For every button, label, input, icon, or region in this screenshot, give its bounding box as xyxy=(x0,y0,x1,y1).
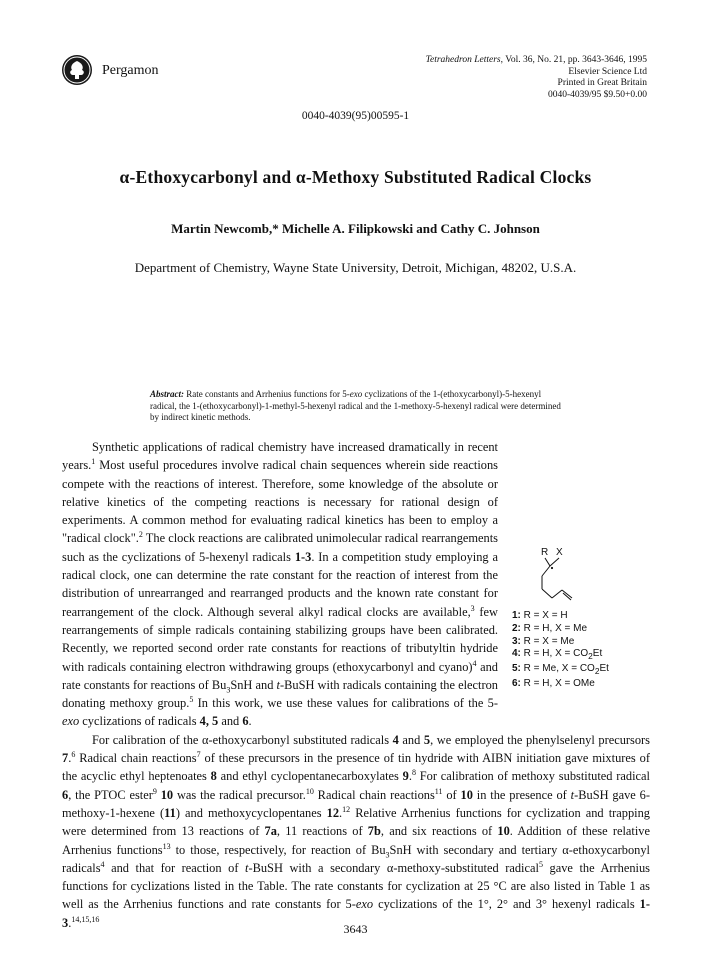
legend-item: 5: R = Me, $X = CO_2Et$ xyxy=(512,663,609,677)
journal-citation xyxy=(426,55,647,67)
pergamon-logo-icon xyxy=(62,55,92,85)
paragraph-2: For calibration of the α-ethoxycarbonyl substituted radicals 4 and 5, we employed the phenylselenyl precursors 7.$^6$ Radical chain reactions$^7$ of these precursors in the presence of tin hydride with AIBN initiation gave mixtures of the acyclic ethyl heptenoates 8 and ethyl cyclopentanecarboxylates 9.$^8$ For calibration of methoxy substituted radical 6, the PTOC ester$^9$ 10 was the radical precursor.$^{10}$ Radical chain reactions$^{11}$ of 10 in the presence of t-BuSH gave 6-methoxy-1-hexene (11) and methoxycyclopentanes 12.12 Relative Arrhenius functions for cyclization and trapping were determined from 13 reactions of 7a, 11 reactions of 7b, and six reactions of 10. Addition of these relative Arrhenius functions$^{13}$ to those, respectively, for reaction of $Bu_3SnH$ with secondary and tertiary α-ethoxycarbonyl radicals$^4$ and that for reaction of t-BuSH with a secondary α-methoxy-substituted radical$^5$ gave the Arrhenius functions for cyclizations listed in the Table. The rate constants for cyclization at 25 °C are also listed in Table 1 as well as the Arrhenius functions and rate constants for 5-exo cyclizations of the 1°, 2° and 3° hexenyl radicals 1-3.$^{14,15,16}$ xyxy=(62,732,651,930)
legend-item: 6: R = H, X = OMe xyxy=(512,677,595,689)
publisher-line: Elsevier Science Ltd xyxy=(568,66,647,77)
tree-emblem-icon xyxy=(62,55,92,85)
affiliation: Department of Chemistry, Wayne State University, Detroit, Michigan, 48202, U.S.A. xyxy=(134,260,577,275)
printed-line: Printed in Great Britain xyxy=(557,78,647,89)
body-text xyxy=(62,438,650,932)
page-number: 3643 xyxy=(343,922,368,936)
author-list: Martin Newcomb,* Michelle A. Filipkowski and Cathy C. Johnson xyxy=(171,221,540,236)
legend-item: 3: R = X = Me xyxy=(512,635,575,647)
issn-price: 0040-4039/95 $9.50+0.00 xyxy=(547,89,647,100)
document-id: 0040-4039(95)00595-1 xyxy=(301,110,410,122)
abstract: Abstract: Rate constants and Arrhenius functions for 5-exo cyclizations of the 1-(ethoxycarbonyl)-5-hexenyl radical, the 1-(ethoxycarbonyl)-1-methyl-5-hexenyl radical and the 1-methoxy-5-hexenyl radical were determined by indirect kinetic methods. xyxy=(150,389,561,423)
journal-citation-block xyxy=(426,55,647,101)
paper-title: α-Ethoxycarbonyl and α-Methoxy Substituted Radical Clocks xyxy=(119,167,592,187)
journal-details: , Vol. 36, No. 21, pp. 3643-3646, 1995 xyxy=(500,55,647,65)
legend-item: 4: R = H, $X = CO_2Et$ xyxy=(512,648,603,662)
journal-title: Tetrahedron Letters xyxy=(425,55,501,65)
x-substituent-label: X xyxy=(556,547,563,558)
paragraph-1: Synthetic applications of radical chemistry have increased dramatically in recent years.$^1$ Most useful procedures involve radical chain sequences wherein side reactions compete with the reactions of interest. Therefore, some knowledge of the absolute or relative kinetics of the competing reactions is necessary for rational design of experiments. A common method for evaluating radical kinetics has been to employ a "radical clock".$^2$ The clock reactions are calibrated unimolecular radical rearrangements such as the cyclizations of 5-hexenyl radicals 1-3. In a competition study employing a radical clock, one can determine the rate constant for the reaction of interest from the distribution of unrearranged and rearranged products and the known rate constant for rearrangement of the clock. Although several alkyl radical clocks are available,$^3$ few rearrangements of simple radicals containing stabilizing groups have been calibrated. Recently, we reported second order rate constants for reactions of tributyltin hydride with radicals containing electron withdrawing groups (ethoxycarbonyl and cyano)$^4$ and rate constants for reactions of $Bu_3SnH$ and t-BuSH with radicals containing the electron donating methoxy group.$^5$ In this work, we use these values for calibrations of the 5-exo cyclizations of radicals 4, 5 and 6. xyxy=(62,440,498,729)
r-substituent-label: R xyxy=(541,547,549,558)
legend-item: 1: R = X = H xyxy=(512,610,568,621)
legend-item: 2: R = H, X = Me xyxy=(512,622,588,634)
abstract-label: Abstract: xyxy=(150,389,185,399)
publisher-name: Pergamon xyxy=(102,63,159,78)
